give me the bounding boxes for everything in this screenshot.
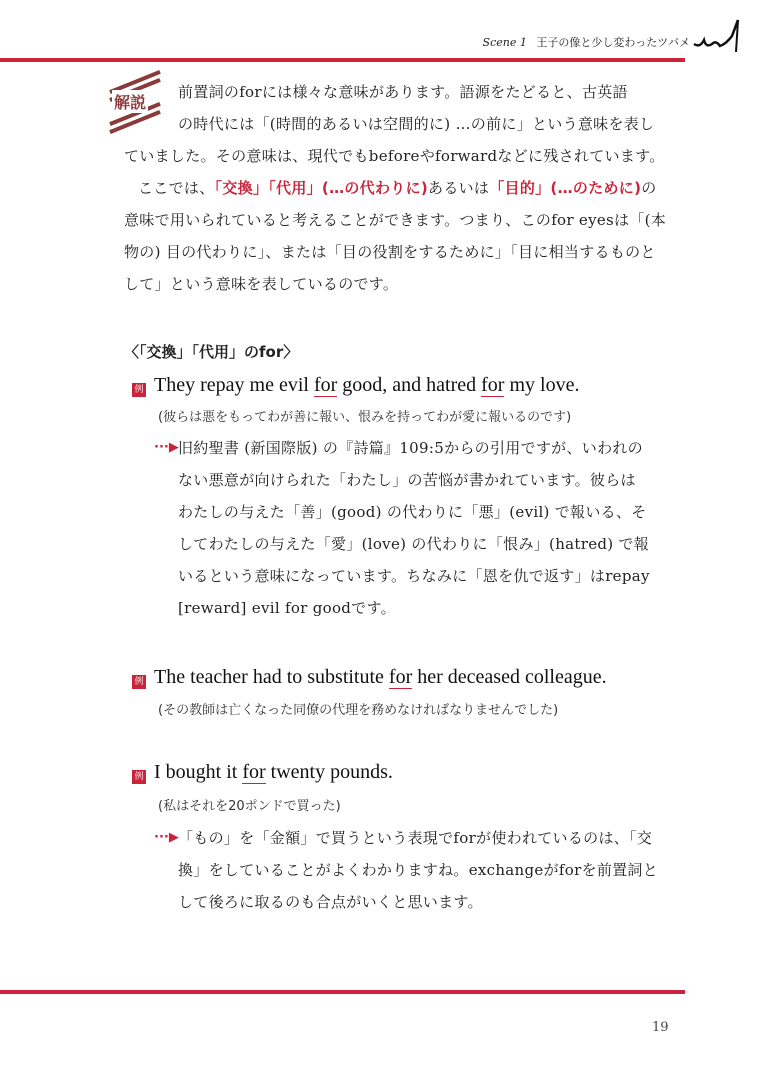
chapter-title: 王子の像と少し変わったツバメ — [536, 36, 690, 49]
arrow-icon: ···▶ — [154, 440, 179, 455]
footer-rule — [0, 990, 685, 994]
explanation-line: して」という意味を表しているのです。 — [124, 275, 399, 293]
example-sentence: I bought it for twenty pounds. — [154, 761, 393, 783]
scene-label: Scene 1 — [482, 36, 527, 49]
explanation-line: 意味で用いられていると考えることができます。つまり、このfor eyesは「(本 — [124, 211, 667, 229]
explanation-line: 前置詞のforには様々な意味があります。語源をたどると、古英語 — [178, 83, 628, 101]
note-line: 換」をしていることがよくわかりますね。exchangeがforを前置詞と — [178, 861, 659, 879]
section-heading: 〈「交換」「代用」のfor〉 — [124, 343, 299, 361]
page-number: 19 — [652, 1020, 669, 1035]
highlight-purpose: 「目的」(…のために) — [489, 179, 642, 197]
example-translation: (その教師は亡くなった同僚の代理を務めなければなりませんでした) — [158, 703, 559, 718]
explanation-line: ここでは、「交換」「代用」(…の代わりに)あるいは「目的」(…のために)の — [138, 179, 657, 197]
example-icon: 例 — [132, 770, 146, 784]
explanation-line: の時代には「(時間的あるいは空間的に) …の前に」という意味を表し — [178, 115, 655, 133]
for-keyword: for — [313, 374, 338, 396]
note-line: [reward] evil for goodです。 — [178, 599, 396, 617]
badge-label: 解説 — [112, 90, 148, 113]
swallow-logo-icon — [692, 14, 742, 58]
running-header — [0, 34, 690, 50]
note-line: 旧約聖書 (新国際版) の『詩篇』109:5からの引用ですが、いわれの — [178, 439, 643, 457]
highlight-exchange: 「交換」「代用」(…の代わりに) — [214, 179, 429, 197]
explanation-line: 物の) 目の代わりに」、または「目の役割をするために」「目に相当するものと — [124, 243, 656, 261]
note-line: してわたしの与えた「愛」(love) の代わりに「恨み」(hatred) で報 — [178, 535, 650, 553]
explanation-badge — [108, 74, 162, 128]
explanation-line: ていました。その意味は、現代でもbeforeやforwardなどに残されています。 — [124, 147, 665, 165]
note-line: して後ろに取るのも合点がいくと思います。 — [178, 893, 483, 911]
note-line: ない悪意が向けられた「わたし」の苦悩が書かれています。彼らは — [178, 471, 636, 489]
arrow-icon: ···▶ — [154, 830, 179, 845]
example-icon: 例 — [132, 675, 146, 689]
for-keyword: for — [388, 666, 413, 688]
example-sentence: They repay me evil for good, and hatred for my love. — [154, 374, 580, 396]
example-translation: (彼らは悪をもってわが善に報い、恨みを持ってわが愛に報いるのです) — [158, 410, 572, 425]
for-keyword: for — [242, 761, 266, 783]
header-rule — [0, 58, 685, 62]
note-line: いるという意味になっています。ちなみに「恩を仇で返す」はrepay — [178, 567, 650, 585]
example-icon: 例 — [132, 383, 146, 397]
example-sentence: The teacher had to substitute for her deceased colleague. — [154, 666, 607, 688]
for-keyword: for — [481, 374, 505, 396]
note-line: 「もの」を「金額」で買うという表現でforが使われているのは、「交 — [178, 829, 653, 847]
example-translation: (私はそれを20ポンドで買った) — [158, 799, 341, 814]
note-line: わたしの与えた「善」(good) の代わりに「悪」(evil) で報いる、そ — [178, 503, 647, 521]
